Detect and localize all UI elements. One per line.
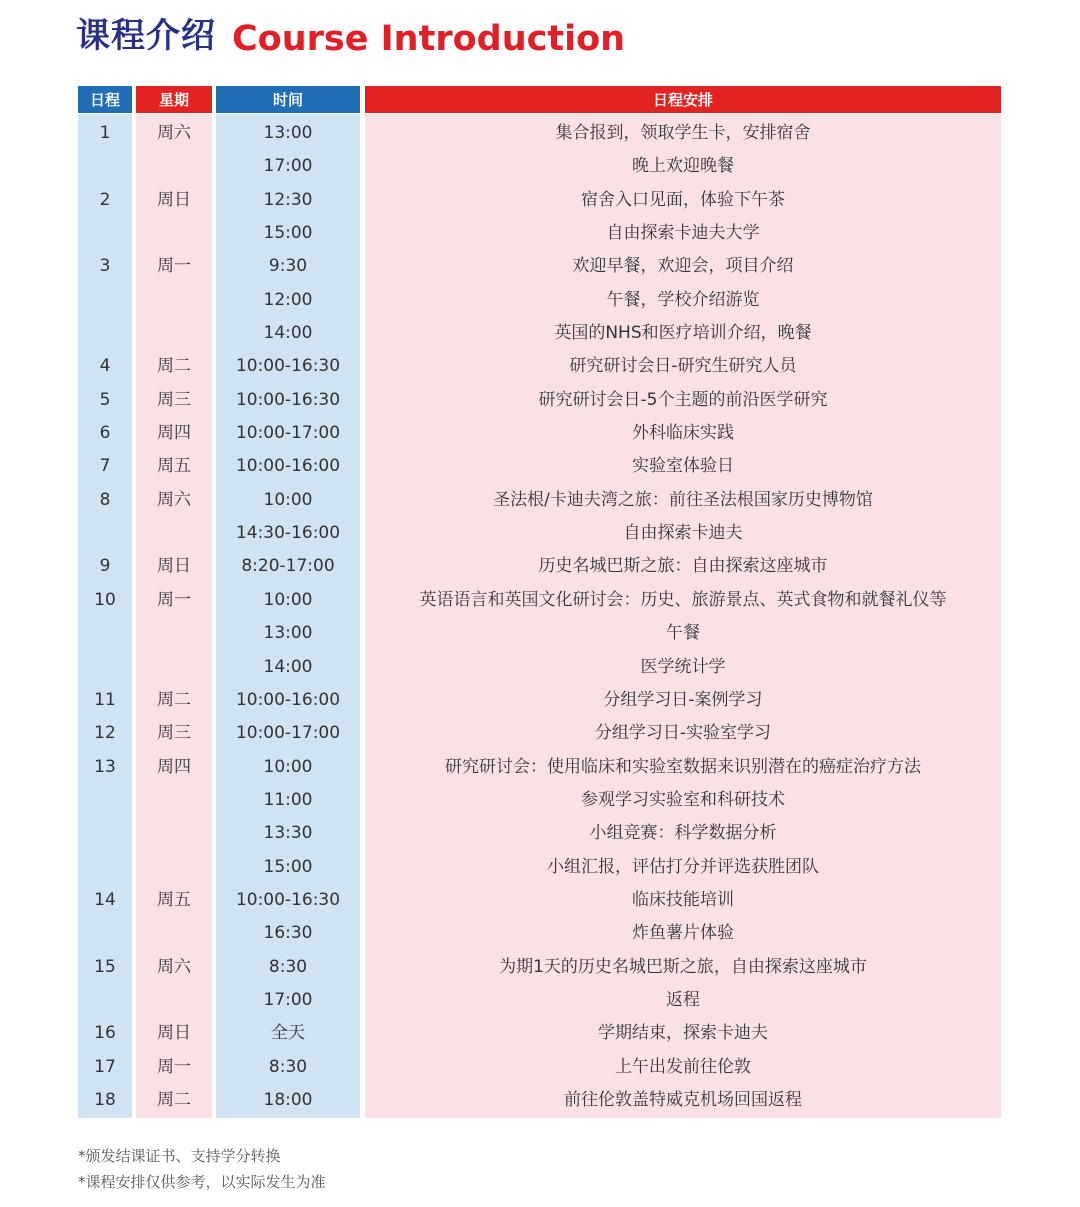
cell-time: 8:30 [268,956,308,977]
cell-schedule: 欢迎早餐，欢迎会，项目介绍 [572,256,794,277]
cell-time: 11:00 [263,789,313,810]
cell-day: 8 [99,489,111,510]
cell-schedule: 午餐 [666,623,700,644]
cell-weekday: 周一 [157,256,191,277]
table-row [0,450,1080,483]
header-schedule: 日程安排 [365,86,1001,113]
cell-schedule: 英语语言和英国文化研讨会：历史、旅游景点、英式食物和就餐礼仪等 [419,589,947,610]
cell-weekday: 周二 [157,689,191,710]
cell-day: 4 [99,356,111,377]
cell-schedule: 分组学习日-实验室学习 [594,723,772,744]
cell-schedule: 分组学习日-案例学习 [603,689,763,710]
cell-day: 2 [99,189,111,210]
cell-weekday: 周二 [157,1089,191,1110]
cell-time: 14:00 [263,656,313,677]
cell-weekday [136,317,212,350]
cell-schedule: 炸鱼薯片体验 [632,923,734,944]
table-row [0,117,1080,150]
table-row [0,917,1080,950]
cell-day: 13 [94,756,116,777]
cell-schedule: 英国的NHS和医疗培训介绍，晚餐 [554,323,812,344]
cell-time: 8:30 [268,1056,308,1077]
table-row [0,851,1080,884]
table-row [0,517,1080,550]
cell-weekday [136,984,212,1017]
table-row [0,350,1080,383]
table-row [0,751,1080,784]
table-row [0,484,1080,517]
cell-schedule: 参观学习实验室和科研技术 [581,789,785,810]
cell-weekday [136,817,212,850]
footnote-certificate: *颁发结课证书、支持学分转换 [78,1147,281,1165]
table-row [0,951,1080,984]
cell-weekday: 周三 [157,389,191,410]
cell-time: 10:00-16:00 [235,456,341,477]
table-row [0,684,1080,717]
cell-time: 13:00 [263,123,313,143]
cell-time: 9:30 [268,256,308,277]
table-row [0,1017,1080,1050]
footnotes [78,1143,326,1195]
cell-schedule: 临床技能培训 [632,889,734,910]
cell-weekday: 周一 [157,589,191,610]
cell-weekday: 周六 [157,956,191,977]
cell-day [78,517,132,550]
cell-time: 10:00-17:00 [235,423,341,444]
cell-schedule: 返程 [666,989,700,1010]
footnote-disclaimer: *课程安排仅供参考，以实际发生为准 [78,1173,326,1191]
cell-schedule: 自由探索卡迪夫 [623,523,743,544]
cell-schedule: 午餐，学校介绍游览 [606,289,760,310]
cell-weekday [136,150,212,183]
cell-weekday [136,917,212,950]
cell-day: 5 [99,389,111,410]
cell-schedule: 前往伦敦盖特威克机场回国返程 [564,1089,802,1110]
cell-time: 13:00 [263,623,313,644]
cell-time: 15:00 [263,856,313,877]
cell-time: 10:00 [263,489,313,510]
cell-weekday: 周五 [157,456,191,477]
cell-day: 7 [99,456,111,477]
table-row [0,550,1080,583]
cell-time: 16:30 [263,923,313,944]
cell-schedule: 晚上欢迎晚餐 [632,156,734,177]
header-weekday: 星期 [136,86,212,113]
schedule-table-body [0,117,1080,1117]
cell-day [78,217,132,250]
cell-time: 8:20-17:00 [241,556,335,577]
table-row [0,184,1080,217]
table-row [0,784,1080,817]
cell-time: 10:00-16:30 [235,389,341,410]
cell-time: 18:00 [263,1089,313,1110]
cell-schedule: 圣法根/卡迪夫湾之旅：前往圣法根国家历史博物馆 [493,489,873,510]
table-row [0,651,1080,684]
table-row [0,884,1080,917]
cell-time: 全天 [271,1023,305,1044]
cell-weekday: 周五 [157,889,191,910]
table-row [0,217,1080,250]
table-row [0,717,1080,750]
cell-weekday: 周三 [157,723,191,744]
table-row [0,984,1080,1017]
cell-day [78,150,132,183]
table-row [0,384,1080,417]
cell-schedule: 历史名城巴斯之旅：自由探索这座城市 [538,556,828,577]
cell-schedule: 医学统计学 [640,656,726,677]
cell-day [78,284,132,317]
cell-weekday: 周一 [157,1056,191,1077]
table-row [0,817,1080,850]
cell-day: 3 [99,256,111,277]
cell-weekday [136,284,212,317]
cell-weekday [136,617,212,650]
cell-day [78,784,132,817]
cell-time: 10:00-16:30 [235,889,341,910]
cell-schedule: 实验室体验日 [632,456,734,477]
cell-day [78,317,132,350]
cell-time: 14:00 [263,323,313,344]
cell-day: 14 [94,889,116,910]
title-chinese: 课程介绍 [76,16,216,56]
table-row [0,1084,1080,1117]
cell-schedule: 外科临床实践 [632,423,734,444]
cell-schedule: 研究研讨会日-研究生研究人员 [569,356,797,377]
cell-weekday [136,517,212,550]
cell-day [78,851,132,884]
cell-weekday [136,217,212,250]
cell-day [78,917,132,950]
cell-schedule: 研究研讨会：使用临床和实验室数据来识别潜在的癌症治疗方法 [445,756,921,777]
table-row [0,584,1080,617]
cell-day: 12 [94,723,116,744]
cell-weekday: 周日 [157,189,191,210]
cell-day: 18 [94,1089,116,1110]
cell-time: 13:30 [263,823,313,844]
table-row [0,1051,1080,1084]
table-row [0,417,1080,450]
cell-day [78,817,132,850]
table-row [0,617,1080,650]
cell-schedule: 研究研讨会日-5个主题的前沿医学研究 [538,389,828,410]
table-row [0,317,1080,350]
cell-weekday: 周二 [157,356,191,377]
cell-schedule: 宿舍入口见面，体验下午茶 [581,189,785,210]
cell-schedule: 小组汇报，评估打分并评选获胜团队 [547,856,819,877]
cell-day: 16 [94,1023,116,1044]
table-row [0,284,1080,317]
cell-time: 10:00 [263,589,313,610]
cell-day [78,984,132,1017]
cell-weekday [136,651,212,684]
cell-time: 17:00 [263,156,313,177]
table-row [0,150,1080,183]
cell-weekday: 周四 [157,756,191,777]
cell-time: 14:30-16:00 [235,523,341,544]
cell-day: 1 [99,123,111,143]
cell-time: 15:00 [263,223,313,244]
cell-day [78,617,132,650]
cell-weekday: 周六 [157,123,191,143]
cell-schedule: 小组竞赛：科学数据分析 [589,823,777,844]
cell-day [78,651,132,684]
cell-time: 10:00-16:30 [235,356,341,377]
cell-day: 15 [94,956,116,977]
cell-time: 12:00 [263,289,313,310]
cell-time: 17:00 [263,989,313,1010]
cell-day: 17 [94,1056,116,1077]
cell-time: 10:00 [263,756,313,777]
cell-time: 10:00-17:00 [235,723,341,744]
cell-day: 9 [99,556,111,577]
cell-time: 12:30 [263,189,313,210]
cell-weekday: 周四 [157,423,191,444]
cell-weekday: 周日 [157,556,191,577]
cell-schedule: 学期结束，探索卡迪夫 [598,1023,768,1044]
cell-schedule: 为期1天的历史名城巴斯之旅，自由探索这座城市 [499,956,867,977]
header-time: 时间 [216,86,360,113]
table-row [0,250,1080,283]
cell-weekday [136,851,212,884]
cell-schedule: 自由探索卡迪夫大学 [606,223,760,244]
cell-weekday: 周六 [157,489,191,510]
cell-time: 10:00-16:00 [235,689,341,710]
cell-day: 6 [99,423,111,444]
cell-day: 11 [94,689,116,710]
cell-weekday: 周日 [157,1023,191,1044]
title-english: Course Introduction [232,19,626,59]
cell-schedule: 上午出发前往伦敦 [615,1056,751,1077]
cell-schedule: 集合报到，领取学生卡，安排宿舍 [555,123,811,143]
cell-day: 10 [94,589,116,610]
cell-weekday [136,784,212,817]
header-day: 日程 [78,86,132,113]
